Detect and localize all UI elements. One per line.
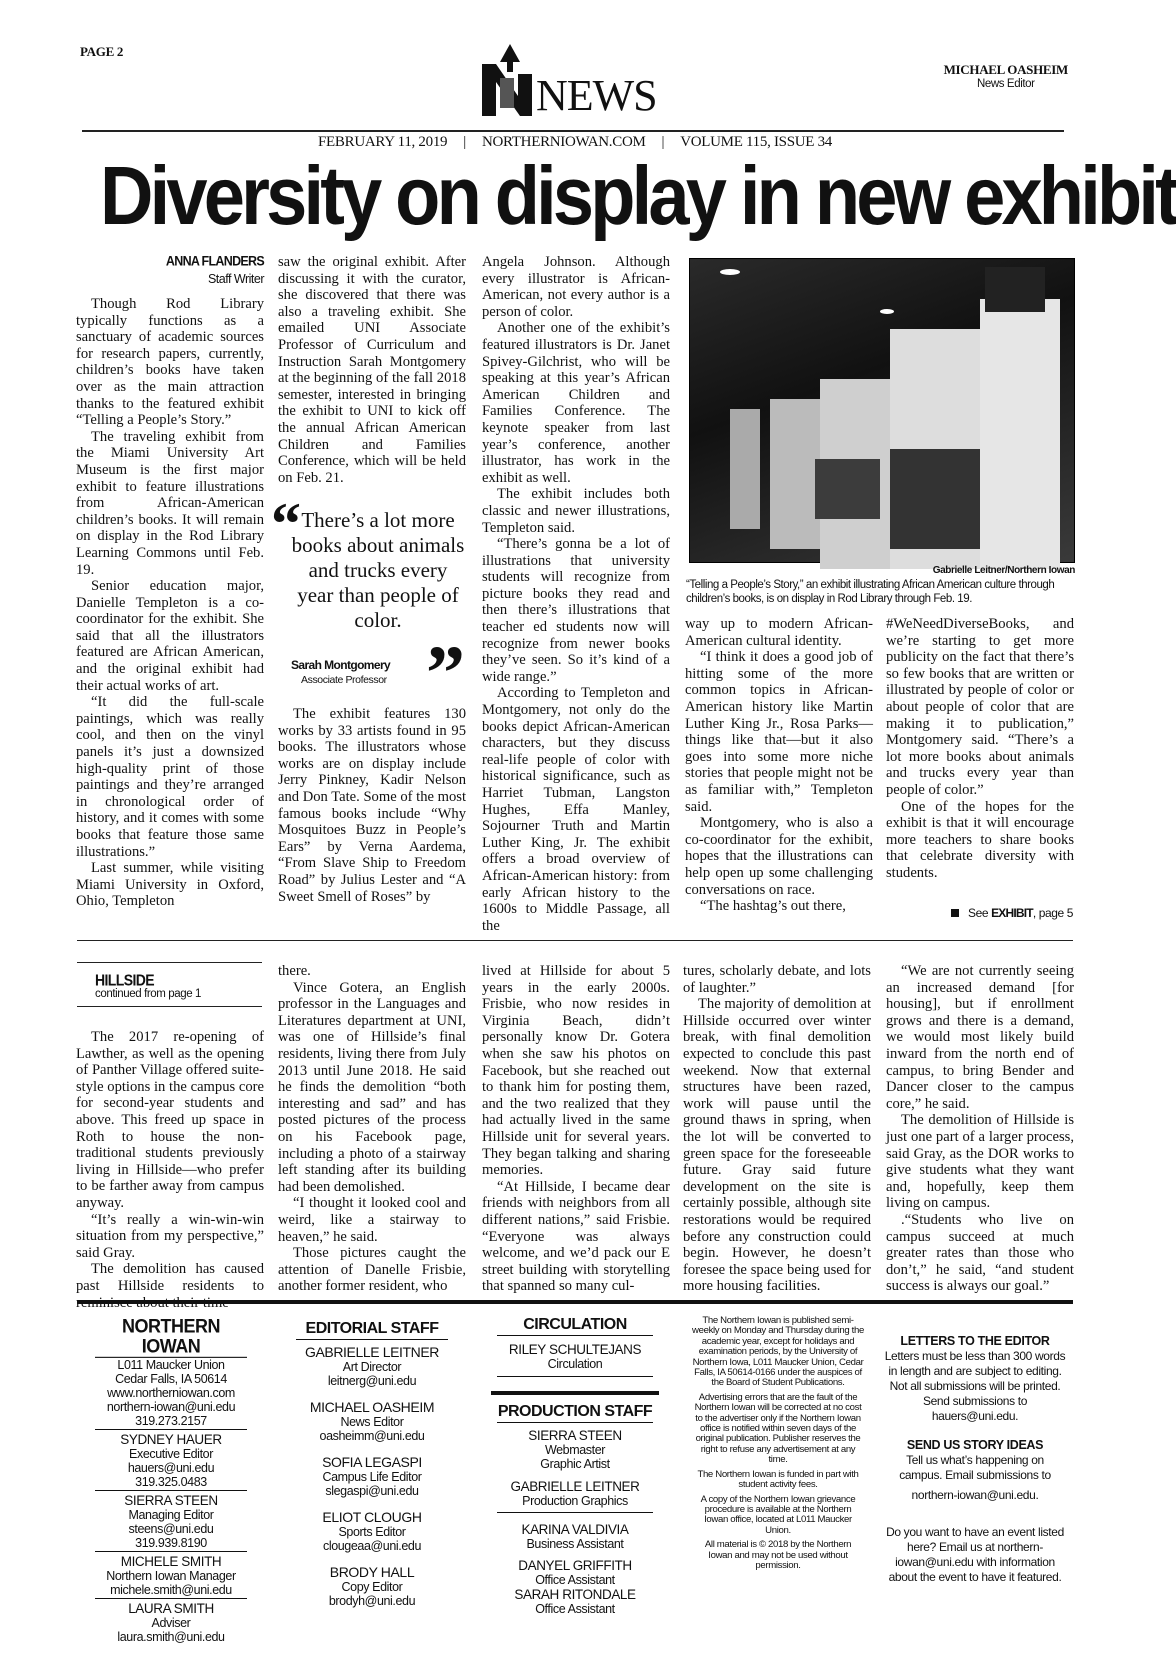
staff-entry — [296, 1400, 448, 1443]
article-divider — [77, 940, 1073, 941]
article-paragraph: Another one of the exhibit’s featured illustrators is Dr. Janet Spivey-Gilchrist, who will be speaking at this year’s African American Children and Families Conference. The keynote speaker from last year’s conference, another illustrator, has work in the exhibit as well. — [482, 320, 670, 486]
byline — [76, 254, 264, 286]
staff-role: Sports Editor — [338, 1525, 406, 1539]
article-headline: Diversity on display in new exhibit — [100, 148, 1176, 242]
article-column-5 — [886, 616, 1074, 896]
author-role: Staff Writer — [207, 272, 264, 286]
northern-iowan-n-logo-icon — [480, 44, 536, 116]
staff-phone: 319.939.8190 — [135, 1536, 207, 1550]
article-paragraph: The exhibit includes both classic and newer illustrations, Templeton said. — [482, 486, 670, 536]
hillside-column-3 — [482, 963, 670, 1293]
editor-role: News Editor — [976, 78, 1035, 90]
exhibit-photo — [689, 258, 1075, 563]
staff-name: SIERRA STEEN — [124, 1493, 218, 1508]
section-editor — [944, 62, 1068, 90]
article-paragraph: One of the hopes for the exhibit is that it will encourage more teachers to share books that celebrate diversity with students. — [886, 798, 1074, 881]
staff-name: GABRIELLE LEITNER — [510, 1479, 640, 1494]
publication-notice — [692, 1316, 864, 1575]
open-quote-icon: “ — [271, 491, 301, 557]
article-paragraph: The demolition has caused past Hillside residents to reminisce about their time — [76, 1261, 264, 1311]
notice-paragraph: The Northern Iowan is funded in part with student activity fees. — [697, 1468, 859, 1491]
paper-city: Cedar Falls, IA 50614 — [115, 1372, 227, 1386]
pull-quote-role: Associate Professor — [301, 674, 387, 686]
paper-website[interactable]: www.northerniowan.com — [107, 1386, 235, 1400]
notice-paragraph: Advertising errors that are the fault of the Northern Iowan will be corrected at no cost to the advertiser only if the Northern Iowan office is notified within seven days of the original publication. Publisher reserves the right to refuse any advertisement at any time. — [694, 1391, 862, 1466]
article-column-2-top — [278, 254, 466, 506]
pull-quote — [271, 491, 467, 716]
close-quote-icon: ” — [426, 629, 465, 716]
staff-role: Graphic Artist — [540, 1457, 610, 1471]
volume-issue: VOLUME 115, ISSUE 34 — [680, 134, 832, 150]
section-logo — [480, 44, 680, 124]
jump-link[interactable] — [951, 906, 1073, 920]
article-paragraph: Those pictures caught the attention of Danelle Frisbie, another former resident, who — [278, 1245, 466, 1295]
article-paragraph: lived at Hillside for about 5 years in the early 2000s. Frisbie, who now resides in Virginia Beach, didn’t personally know Dr. Gotera when she saw his photos on Facebook, but she reached out to thank him for posting them, and the two realized that they had actually lived in the same Hillside unit for several years. They began talking and sharing memories. — [482, 963, 670, 1179]
staff-email[interactable]: michele.smith@uni.edu — [110, 1583, 232, 1597]
article-paragraph: Vince Gotera, an English professor in the Languages and Literatures department at UNI, was one of Hillside’s final residents, living there from July 2013 until June 2018. He said he finds the demolition “both interesting and sad” and has posted pictures of the process on his Facebook page, including a photo of a stairway left standing after its building had been demolished. — [278, 979, 466, 1195]
hillside-slug: HILLSIDE — [95, 970, 154, 990]
article-paragraph: #WeNeedDiverseBooks, and we’re starting to get more publicity on the fact that there’s so few books that are written or illustrated by people of color or about people of color that are making it to publication,” Montgomery said. “There’s a lot more books about animals and trucks every year than people of color.” — [886, 616, 1074, 798]
staff-entry — [296, 1345, 448, 1388]
staff-role: Campus Life Editor — [322, 1470, 422, 1484]
hillside-column-5 — [886, 963, 1074, 1293]
staff-email[interactable]: laura.smith@uni.edu — [117, 1630, 225, 1644]
staff-role: Business Assistant — [526, 1537, 624, 1551]
article-paragraph: “It did the full-scale paintings, which was really cool, and then on the vinyl panels it’s just a downsized high-quality print of those paintings and they’re arranged in chronological order of history, and it comes with some books that feature those same illustrations.” — [76, 694, 264, 860]
article-paragraph: “There’s gonna be a lot of illustrations that university students will recognize from picture books they read and then there’s illustrations that teacher ed students now will recognize from newer books they’ve seen. So it’s kind of a wide range.” — [482, 536, 670, 685]
masthead-divider — [77, 1300, 1073, 1304]
staff-email[interactable]: hauers@uni.edu — [127, 1461, 215, 1475]
staff-email[interactable]: brodyh@uni.edu — [328, 1594, 416, 1608]
article-paragraph: “We are not currently seeing an increased demand [for housing], but if enrollment grows and there is a demand, we would most likely build inward from the north end of campus, to bring Bender and Dancer closer to the campus core,” he said. — [886, 963, 1074, 1112]
staff-name: GABRIELLE LEITNER — [304, 1344, 440, 1360]
staff-entry — [296, 1455, 448, 1498]
paper-phone: 319.273.2157 — [135, 1414, 207, 1428]
article-paragraph: .“Students who live on campus succeed at much greater rates than those who don’t,” he said, “and student success is always our goal.” — [886, 1211, 1074, 1295]
staff-name: MICHELE SMITH — [120, 1554, 222, 1569]
article-paragraph: The exhibit features 130 works by 33 artists found in 95 books. The illustrators whose works are on display include Jerry Pinkney, Kadir Nelson and Don Tate. Some of the most famous books include “Why Mosquitoes Buzz in People’s Ears” by Verna Aardema, “From Slave Ship to Freedom Road” by Julius Lester and “A Sweet Smell of Roses” by — [278, 706, 466, 905]
staff-role: Webmaster — [544, 1443, 606, 1457]
staff-role: Office Assistant — [535, 1602, 615, 1616]
article-paragraph: The demolition of Hillside is just one part of a larger process, said Gray, as the DOR works to give students what they want and, hopefully, keep them living on campus. — [886, 1112, 1074, 1212]
photo-caption: “Telling a People’s Story,” an exhibit illustrating African American culture through children’s books, is on display in Rod Library through Feb. 19. — [686, 579, 1055, 605]
article-paragraph: saw the original exhibit. After discussing it with the curator, she discovered that there was also a traveling exhibit. She emailed UNI Associate Professor of Curriculum and Instruction Sarah Montgomery at the beginning of the fall 2018 semester, interested in bringing the exhibit to UNI to kick off the annual African American Children and Families Conference, which will be held on Feb. 21. — [278, 254, 466, 486]
staff-name: DANYEL GRIFFITH — [518, 1558, 632, 1573]
notice-paragraph: All material is © 2018 by the Northern Iowan and may not be used without permission. — [704, 1539, 852, 1571]
editorial-staff-box — [296, 1320, 448, 1608]
article-paragraph: way up to modern African-American cultural identity. — [685, 616, 873, 649]
staff-role: Adviser — [151, 1616, 191, 1630]
staff-entry — [95, 1491, 247, 1552]
slug-rule — [77, 962, 262, 963]
staff-phone: 319.325.0483 — [135, 1475, 207, 1489]
article-column-2-bottom — [278, 706, 466, 922]
staff-entry — [95, 1430, 247, 1491]
article-paragraph: The traveling exhibit from the Miami University Art Museum is the first major exhibit to feature illustrations from African-American children’s books. It will remain on display in the Rod Library Learning Commons until Feb. 19. — [76, 428, 264, 578]
paper-title: NORTHERN IOWAN — [95, 1316, 247, 1358]
story-ideas-text: Tell us what’s happening on campus. Email submissions to — [899, 1453, 1051, 1482]
staff-email[interactable]: leitnerg@uni.edu — [327, 1374, 417, 1388]
editorial-title: EDITORIAL STAFF — [296, 1320, 448, 1340]
article-paragraph: Senior education major, Danielle Templeton is a co-coordinator for the exhibit. She said that all the illustrators featured are African American, and the original exhibit had their actual works of art. — [76, 578, 264, 694]
hillside-column-2 — [278, 963, 466, 1293]
staff-name: SARAH RITONDALE — [514, 1587, 636, 1602]
staff-name: BRODY HALL — [329, 1564, 415, 1580]
staff-name: LAURA SMITH — [128, 1601, 214, 1616]
jump-see: See — [967, 906, 989, 920]
story-ideas-title: SEND US STORY IDEAS — [906, 1438, 1044, 1452]
article-paragraph: Though Rod Library typically functions as a sanctuary of academic sources for research papers, currently, children’s books have taken over as the main attraction thanks to the featured exhibit “Telling a People’s Story.” — [76, 296, 264, 429]
pull-quote-name: Sarah Montgomery — [291, 658, 391, 672]
article-paragraph: tures, scholarly debate, and lots of laughter.” — [683, 963, 871, 996]
staff-entry — [296, 1510, 448, 1553]
article-column-1 — [76, 254, 264, 922]
article-paragraph: there. — [278, 963, 311, 979]
staff-name: SIERRA STEEN — [528, 1428, 622, 1443]
staff-role: News Editor — [340, 1415, 404, 1429]
staff-name: MICHAEL OASHEIM — [309, 1399, 435, 1415]
article-paragraph: “The hashtag’s out there, — [700, 898, 846, 915]
article-paragraph: Angela Johnson. Although every illustrator is African-American, not every author is a person of color. — [482, 254, 670, 320]
slug-rule — [77, 1006, 262, 1007]
notice-paragraph: The Northern Iowan is published semi-weekly on Monday and Thursday during the academic year, except for holidays and examination periods, by the University of Northern Iowa, L011 Maucker Union, Cedar Falls, IA 50614-0166 under the auspices of the Board of Student Publications. — [692, 1315, 864, 1389]
issue-date: FEBRUARY 11, 2019 — [318, 134, 448, 150]
article-paragraph: “I thought it looked cool and weird, like a stairway to heaven,” he said. — [278, 1195, 466, 1245]
jump-page: , page 5 — [1032, 906, 1073, 920]
staff-role: Copy Editor — [341, 1580, 403, 1594]
article-paragraph: “I think it does a good job of hitting some of the more common topics in African-American history like Martin Luther King Jr., Rosa Parks—things like that—but it also goes into some more niche stories that people might not be as familiar with,” Templeton said. — [685, 649, 873, 815]
website-link[interactable]: NORTHERNIOWAN.COM — [481, 134, 646, 150]
staff-role: Production Graphics — [522, 1494, 628, 1508]
separator: | — [661, 134, 665, 150]
header-divider — [82, 130, 1064, 132]
article-column-3 — [482, 254, 670, 934]
circulation-box — [497, 1316, 653, 1616]
hillside-column-1 — [76, 1029, 264, 1311]
paper-email[interactable]: northern-iowan@uni.edu — [106, 1400, 236, 1414]
pull-quote-text: There’s a lot more books about animals and trucks every year than people of color. — [291, 508, 465, 632]
notice-paragraph: A copy of the Northern Iowan grievance procedure is available at the Northern Iowan office, located at L011 Maucker Union. — [700, 1493, 856, 1536]
article-paragraph: The majority of demolition at Hillside occurred over winter break, with final demolition expected to conclude this past weekend. Now that external structures have been razed, work will pause until the ground thaws in spring, when the lot will be converted to green space for the foreseeable future. Gray said future development on the site is certainly possible, although site restorations would be required before any construction could begin. However, he doesn’t foresee the space being used for more housing facilities. — [683, 996, 871, 1295]
staff-name: ELIOT CLOUGH — [322, 1509, 422, 1525]
page-number: PAGE 2 — [80, 44, 124, 59]
staff-role: Office Assistant — [535, 1573, 615, 1587]
staff-name: SOFIA LEGASPI — [322, 1454, 422, 1470]
staff-role: Northern Iowan Manager — [106, 1569, 236, 1583]
paper-address: L011 Maucker Union — [117, 1358, 225, 1372]
letters-text: Letters must be less than 300 words in length and are subject to editing. Not all submissions will be printed. Send submissions to hauers@uni.edu. — [884, 1349, 1066, 1423]
editor-name: MICHAEL OASHEIM — [943, 62, 1068, 77]
author-name: ANNA FLANDERS — [165, 253, 264, 269]
bullet-square-icon — [951, 909, 959, 917]
article-paragraph: Montgomery, who is also a co-coordinator for the exhibit, hopes that the illustrations can help open up some challenging conversations on race. — [685, 815, 873, 898]
article-column-4 — [685, 616, 873, 922]
article-paragraph: “It’s really a win-win-win situation from my perspective,” said Gray. — [76, 1211, 264, 1261]
staff-role: Art Director — [342, 1360, 402, 1374]
staff-role: Circulation — [547, 1357, 603, 1371]
jump-keyword: EXHIBIT — [991, 906, 1033, 920]
circulation-title: CIRCULATION — [497, 1316, 653, 1336]
staff-entry — [296, 1565, 448, 1608]
photo-credit: Gabrielle Leitner/Northern Iowan — [932, 565, 1075, 576]
staff-name: SYDNEY HAUER — [120, 1432, 222, 1447]
article-paragraph: The 2017 re-opening of Lawther, as well as the opening of Panther Village offered suite-style options in the campus core for second-year students and above. This freed up space in Roth to house the non-traditional students previously living in Hillside—who prefer to be farther away from campus anyway. — [76, 1029, 264, 1211]
staff-entry — [95, 1599, 247, 1645]
production-title: PRODUCTION STAFF — [497, 1403, 653, 1423]
continued-note: continued from page 1 — [95, 988, 202, 1000]
staff-email[interactable]: clougeaa@uni.edu — [322, 1539, 422, 1553]
letters-box — [884, 1334, 1066, 1585]
separator: | — [463, 134, 466, 150]
article-paragraph: “At Hillside, I became dear friends with neighbors from all different nations,” said Frisbie. “Everyone was always welcome, and we’d pack our E street building with storytelling that spanned so many cul- — [482, 1178, 670, 1295]
staff-name: RILEY SCHULTEJANS — [508, 1342, 642, 1357]
hillside-column-4 — [683, 963, 871, 1293]
staff-email[interactable]: slegaspi@uni.edu — [325, 1484, 419, 1498]
staff-role: Executive Editor — [129, 1447, 213, 1461]
article-paragraph: Last summer, while visiting Miami University in Oxford, Ohio, Templeton — [76, 860, 264, 910]
section-name: NEWS — [536, 71, 657, 120]
staff-role: Managing Editor — [128, 1508, 214, 1522]
staff-email[interactable]: steens@uni.edu — [128, 1522, 214, 1536]
staff-name: KARINA VALDIVIA — [521, 1522, 629, 1537]
events-text: Do you want to have an event listed here? Email us at northern-iowan@uni.edu with information about the event to have it featured. — [886, 1525, 1064, 1584]
staff-entry — [95, 1552, 247, 1599]
paper-info-box — [95, 1315, 247, 1645]
letters-title: LETTERS TO THE EDITOR — [900, 1334, 1050, 1348]
story-ideas-email[interactable]: northern-iowan@uni.edu. — [911, 1488, 1039, 1502]
article-paragraph: According to Templeton and Montgomery, not only do the books depict African-American characters, but they discuss real-life people of color with historical significance, such as Harriet Tubman, Langston Hughes, Effa Manley, Sojourner Truth and Martin Luther King, Jr. The exhibit offers a broad overview of African-American history: from early African history to the 1600s to Middle Passage, all the — [482, 685, 670, 934]
staff-email[interactable]: oasheimm@uni.edu — [319, 1429, 425, 1443]
